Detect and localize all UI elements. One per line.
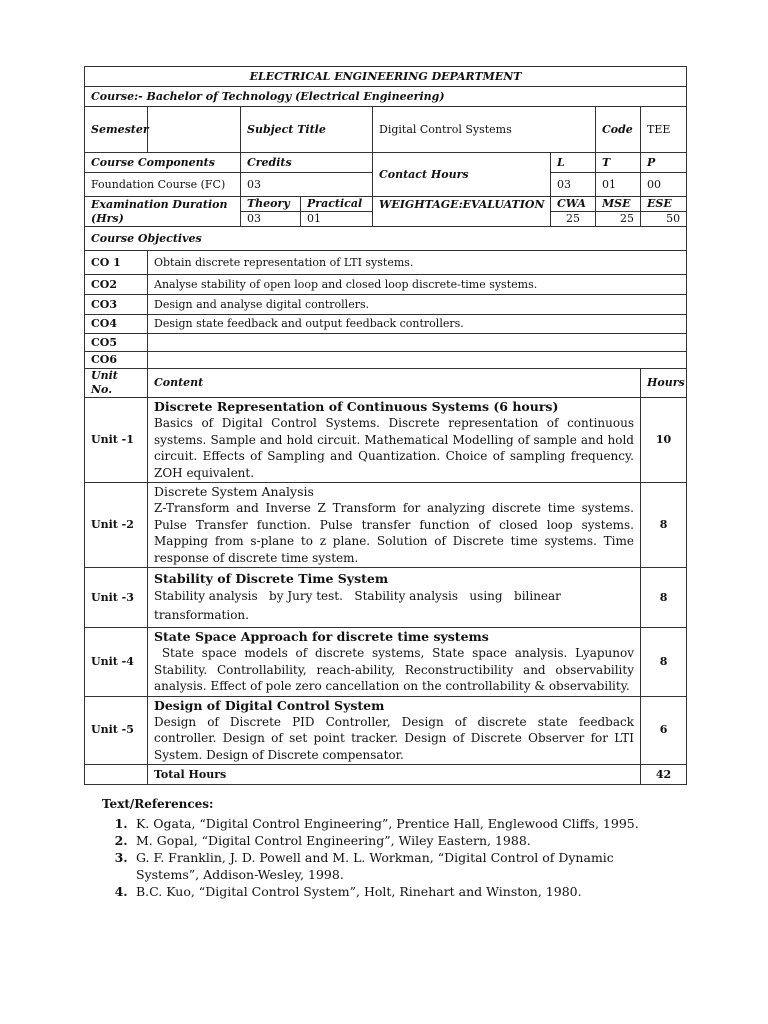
total-hours-value: 42 — [641, 765, 687, 785]
unit-hours: 10 — [641, 398, 687, 483]
course-components-label: Course Components — [85, 153, 241, 173]
l-value: 03 — [551, 173, 596, 197]
unit-body: Design of Discrete PID Controller, Design of discrete state feedback controller. Design of set point tracker. Design of Discrete Observer for LTI System. Design of Discrete compensator. — [154, 714, 634, 762]
references-section — [102, 796, 662, 900]
department-row — [85, 67, 687, 87]
ese-label: ESE — [641, 197, 687, 212]
p-value: 00 — [641, 173, 687, 197]
unit-body: Stability analysis by Jury test. Stability analysis using bilinear transformation. — [154, 588, 565, 622]
course-name: Course:- Bachelor of Technology (Electrical Engineering) — [85, 87, 687, 107]
reference-item: 3. G. F. Franklin, J. D. Powell and M. L. Workman, “Digital Control of Dynamic Systems”, Addison-Wesley, 1998. — [132, 849, 662, 883]
objective-row — [85, 275, 687, 295]
objectives-heading-row — [85, 227, 687, 251]
l-label: L — [551, 153, 596, 173]
unit-content — [148, 696, 641, 765]
semester-value — [148, 107, 241, 153]
unit-hours: 8 — [641, 628, 687, 697]
total-blank-cell — [85, 765, 148, 785]
unit-hours: 6 — [641, 696, 687, 765]
ese-value: 50 — [641, 212, 687, 227]
component-value: Foundation Course (FC) — [85, 173, 241, 197]
p-label: P — [641, 153, 687, 173]
objective-code: CO5 — [85, 334, 148, 352]
objective-text: Design and analyse digital controllers. — [148, 295, 687, 315]
unit-row — [85, 628, 687, 697]
objective-code: CO2 — [85, 275, 148, 295]
practical-value: 01 — [301, 212, 373, 227]
unit-title: Discrete Representation of Continuous Systems (6 hours) — [154, 399, 559, 414]
objective-code: CO 1 — [85, 251, 148, 275]
unit-no-header: Unit No. — [85, 369, 148, 398]
credits-label: Credits — [241, 153, 373, 173]
objective-row — [85, 295, 687, 315]
unit-number: Unit -1 — [85, 398, 148, 483]
cwa-value: 25 — [551, 212, 596, 227]
mse-value: 25 — [596, 212, 641, 227]
unit-number: Unit -4 — [85, 628, 148, 697]
objective-row — [85, 334, 687, 352]
unit-title: Design of Digital Control System — [154, 697, 385, 713]
theory-label: Theory — [241, 197, 301, 212]
objective-text: Design state feedback and output feedback controllers. — [148, 315, 687, 334]
subject-title-value: Digital Control Systems — [373, 107, 596, 153]
unit-title: Stability of Discrete Time System — [154, 570, 389, 586]
unit-row — [85, 696, 687, 765]
content-header: Content — [148, 369, 641, 398]
unit-content — [148, 568, 641, 628]
references-heading: Text/References: — [102, 797, 214, 811]
course-row — [85, 87, 687, 107]
objective-row — [85, 352, 687, 369]
unit-body: Z-Transform and Inverse Z Transform for analyzing discrete time systems. Pulse Transfer function. Pulse transfer function of closed loop systems. Mapping from s-plane to z plane. Solution of Discrete time systems. Time response of discrete time system. — [154, 501, 634, 565]
total-row — [85, 765, 687, 785]
unit-number: Unit -3 — [85, 568, 148, 628]
subject-title-label: Subject Title — [241, 107, 373, 153]
mse-label: MSE — [596, 197, 641, 212]
cwa-label: CWA — [551, 197, 596, 212]
objective-row — [85, 315, 687, 334]
unit-content — [148, 398, 641, 483]
objective-text: Analyse stability of open loop and closed loop discrete-time systems. — [148, 275, 687, 295]
department-title: ELECTRICAL ENGINEERING DEPARTMENT — [85, 67, 687, 87]
units-header-row — [85, 369, 687, 398]
reference-item: 2. M. Gopal, “Digital Control Engineering”, Wiley Eastern, 1988. — [132, 832, 662, 849]
hours-header: Hours — [641, 369, 687, 398]
unit-title: State Space Approach for discrete time systems — [154, 629, 489, 644]
t-label: T — [596, 153, 641, 173]
unit-row — [85, 398, 687, 483]
syllabus-table — [84, 66, 687, 785]
code-label: Code — [596, 107, 641, 153]
exam-header-row — [85, 197, 687, 212]
semester-row — [85, 107, 687, 153]
unit-body: Basics of Digital Control Systems. Discrete representation of continuous systems. Sample and hold circuit. Mathematical Modelling of sample and hold circuit. Effects of Sampling and Quantization. Choice of sampling frequency. ZOH equivalent. — [154, 416, 634, 480]
unit-content — [148, 628, 641, 697]
unit-body: State space models of discrete systems, State space analysis. Lyapunov Stability. Controllability, reach-ability, Reconstructibility and observability analysis. Effect of pole zero cancellation on the controllability & observability. — [154, 646, 638, 693]
components-header-row — [85, 153, 687, 173]
objective-code: CO3 — [85, 295, 148, 315]
credits-value: 03 — [241, 173, 373, 197]
total-hours-label: Total Hours — [148, 765, 641, 785]
practical-label: Practical — [301, 197, 373, 212]
unit-title: Discrete System Analysis — [154, 484, 314, 499]
course-objectives-heading: Course Objectives — [85, 227, 687, 251]
objective-code: CO4 — [85, 315, 148, 334]
unit-hours: 8 — [641, 483, 687, 568]
exam-duration-label: Examination Duration (Hrs) — [85, 197, 241, 227]
theory-value: 03 — [241, 212, 301, 227]
code-value: TEE — [641, 107, 687, 153]
unit-content — [148, 483, 641, 568]
semester-label: Semester — [85, 107, 148, 153]
unit-hours: 8 — [641, 568, 687, 628]
objective-code: CO6 — [85, 352, 148, 369]
references-list — [102, 815, 662, 900]
reference-item: 1. K. Ogata, “Digital Control Engineering”, Prentice Hall, Englewood Cliffs, 1995. — [132, 815, 662, 832]
objective-text — [148, 352, 687, 369]
t-value: 01 — [596, 173, 641, 197]
contact-hours-label: Contact Hours — [373, 153, 551, 197]
unit-row — [85, 483, 687, 568]
unit-number: Unit -5 — [85, 696, 148, 765]
reference-item: 4. B.C. Kuo, “Digital Control System”, Holt, Rinehart and Winston, 1980. — [132, 883, 662, 900]
unit-number: Unit -2 — [85, 483, 148, 568]
objective-row — [85, 251, 687, 275]
objective-text: Obtain discrete representation of LTI systems. — [148, 251, 687, 275]
weightage-label: WEIGHTAGE:EVALUATION — [373, 197, 551, 227]
unit-row — [85, 568, 687, 628]
objective-text — [148, 334, 687, 352]
